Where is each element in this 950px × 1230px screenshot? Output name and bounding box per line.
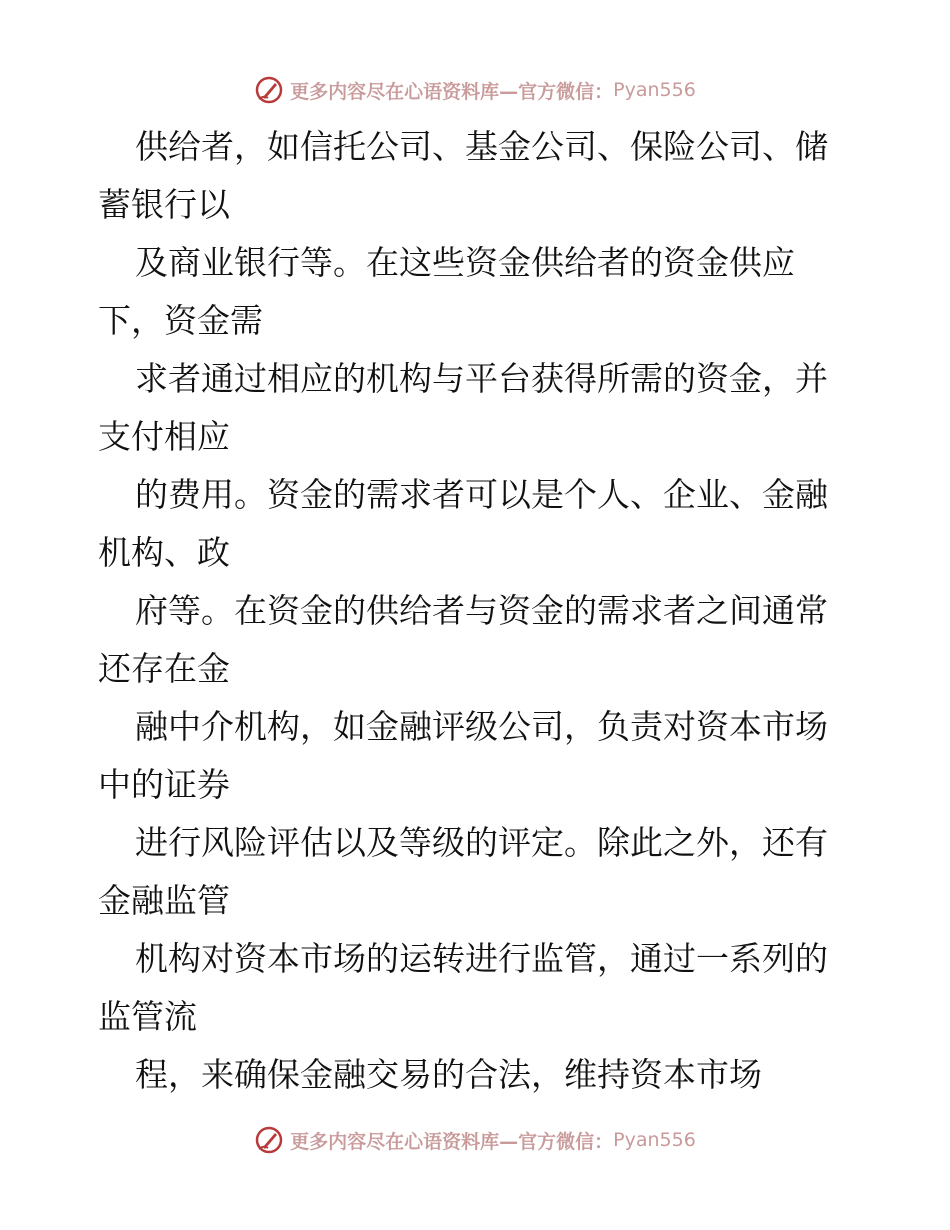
paragraph-line [98,930,858,1046]
paragraph-line [98,814,858,930]
paragraph-line [98,698,858,814]
header-source-text: 更多内容尽在心语资料库—官方微信： [290,80,614,103]
line-first: 机构对资本市场的运转进行监管，通过一系列的 [135,939,828,978]
header-wechat-id: Pyan556 [613,79,696,101]
paragraph-line [98,466,858,582]
line-first: 供给者，如信托公司、基金公司、保险公司、储 [135,127,828,166]
line-first: 程，来确保金融交易的合法，维持资本市场 [135,1055,762,1094]
paragraph-line [98,1046,858,1104]
line-second: 支付相应 [98,417,230,456]
line-second: 蓄银行以 [98,185,230,224]
document-body [98,118,858,1104]
paragraph-line [98,118,858,234]
paragraph-line [98,582,858,698]
line-second: 机构、政 [98,533,230,572]
line-second: 监管流 [98,997,197,1036]
paragraph-line [98,350,858,466]
header-banner [0,70,950,110]
footer-source-text: 更多内容尽在心语资料库—官方微信： [290,1130,614,1153]
line-second: 下，资金需 [98,301,263,340]
line-first: 融中介机构，如金融评级公司，负责对资本市场 [135,707,828,746]
line-second: 中的证券 [98,765,230,804]
line-second: 金融监管 [98,881,230,920]
quill-pen-logo-icon [254,75,284,105]
paragraph-line [98,234,858,350]
footer-banner [0,1120,950,1160]
line-first: 进行风险评估以及等级的评定。除此之外，还有 [135,823,828,862]
line-second: 还存在金 [98,649,230,688]
line-first: 府等。在资金的供给者与资金的需求者之间通常 [135,591,828,630]
quill-pen-logo-icon [254,1125,284,1155]
line-first: 及商业银行等。在这些资金供给者的资金供应 [135,243,795,282]
line-first: 求者通过相应的机构与平台获得所需的资金，并 [135,359,828,398]
line-first: 的费用。资金的需求者可以是个人、企业、金融 [135,475,828,514]
footer-wechat-id: Pyan556 [613,1129,696,1151]
